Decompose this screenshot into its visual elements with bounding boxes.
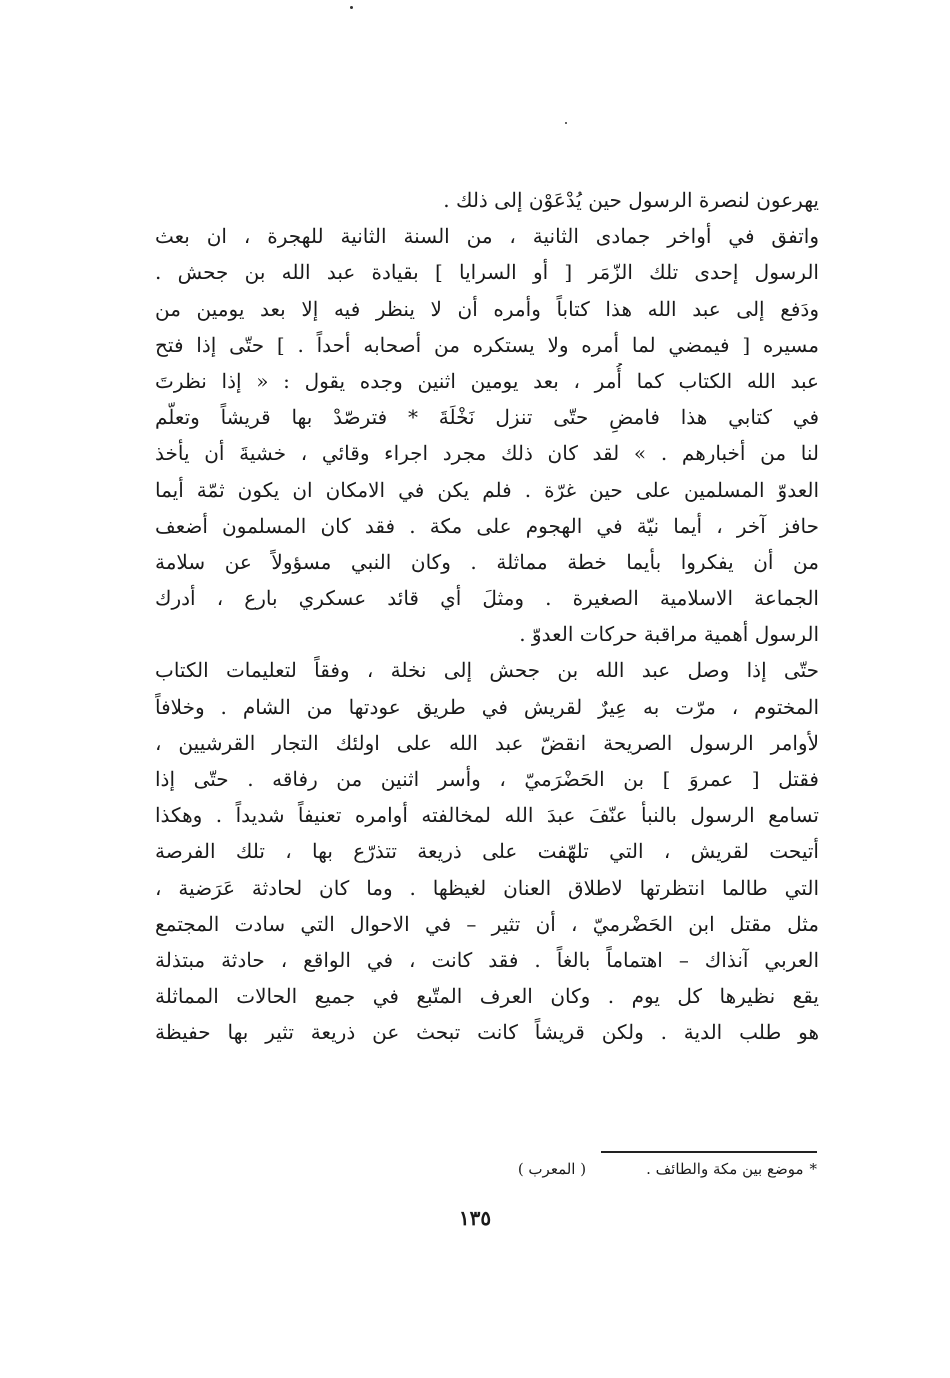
text-line: لنا من أخبارهم . » لقد كان ذلك مجرد اجراء وقائي ، خشيةَ أن يأخذ [155, 441, 819, 466]
text-line: من أن يفكروا بأيما خطة مماثلة . وكان النبي مسؤولاً عن سلامة [155, 549, 819, 574]
text-line: هو طلب الدية . ولكن قريشاً كانت تبحث عن ذريعة تثير بها حفيظة [155, 1020, 819, 1045]
text-line: مسيره [ فيمضي لما أمره ولا يستكره من أصحابه أحداً . ] حتّى إذا فتح [155, 332, 819, 357]
text-line: المختوم ، مرّت به عِيرٌ لقريش في طريق عودتها من الشام . وخلافاً [155, 694, 819, 719]
footnote-text: موضع بين مكة والطائف . [646, 1160, 804, 1178]
text-line: عبد الله الكتاب كما أُمر ، بعد يومين اثنين وجده يقول : « إذا نظرتَ [155, 368, 819, 393]
text-line: يهرعون لنصرة الرسول حين يُدْعَوْن إلى ذلك . [443, 188, 819, 212]
page-number: ١٣٥ [458, 1206, 492, 1230]
text-line: العدوّ المسلمين على حين غرّة . فلم يكن في الامكان ان يكون ثمّة أيما [155, 477, 819, 502]
footnote-marker: * [809, 1160, 817, 1178]
text-line: واتفق في أواخر جمادى الثانية ، من السنة الثانية للهجرة ، ان بعث [155, 224, 819, 249]
text-line: الرسول أهمية مراقبة حركات العدوّ . [519, 622, 819, 647]
text-line: الجماعة الاسلامية الصغيرة . ومثلَ أي قائد عسكري بارع ، أدرك [155, 586, 819, 611]
text-line: ودَفع إلى عبد الله هذا كتاباً وأمره أن لا ينظر فيه إلا بعد يومين من [155, 296, 819, 321]
body-text [155, 182, 819, 1051]
text-line: لأوامر الرسول الصريحة انقضّ عبد الله على اولئك التجار القرشيين ، [155, 730, 819, 755]
text-line: التي طالما انتظرتها لاطلاق العنان لغيظها . وما كان لحادثة عَرَضية ، [155, 875, 819, 900]
text-line: يقع نظيرها كل يوم . وكان العرف المتّبع في جميع الحالات المماثلة [155, 984, 819, 1009]
text-line: في كتابي هذا فامضِ حتّى تنزل نَخْلَةَ * فترصّدْ بها قريشاً وتعلّم [155, 405, 819, 430]
text-line: أتيحت لقريش ، التي تلهّفت على ذريعة تتذرّع بها ، تلك الفرصة [155, 839, 819, 864]
scan-speck [565, 122, 567, 124]
text-line: حافز آخر ، أيما نيّة في الهجوم على مكة . فقد كان المسلمون أضعف [155, 513, 819, 538]
footnote-divider [601, 1151, 817, 1153]
text-line: حتّى إذا وصل عبد الله بن جحش إلى نخلة ، وفقاً لتعليمات الكتاب [155, 658, 819, 683]
text-line: العربي آنذاك – اهتماماً بالغاً . فقد كانت ، في الواقع ، حادثة مبتذلة [155, 947, 819, 972]
text-line: تسامع الرسول بالنبأ عنّفَ عبدَ الله لمخالفته أوامره تعنيفاً شديداً . وهكذا [155, 803, 819, 828]
text-line: مثل مقتل ابن الحَضْرميّ ، أن تثير – في الاحوال التي سادت المجتمع [155, 911, 819, 936]
text-line: الرسول إحدى تلك الزّمَر [ أو السرايا ] بقيادة عبد الله بن جحش . [155, 260, 819, 285]
text-line: فقتل [ عمروَ ] بن الحَضْرَميّ ، وأسر اثنين من رفاقه . حتّى إذا [155, 767, 819, 791]
footnote-source: ( المعرب ) [517, 1160, 587, 1178]
scan-speck [350, 6, 353, 9]
footnote [380, 1156, 817, 1182]
